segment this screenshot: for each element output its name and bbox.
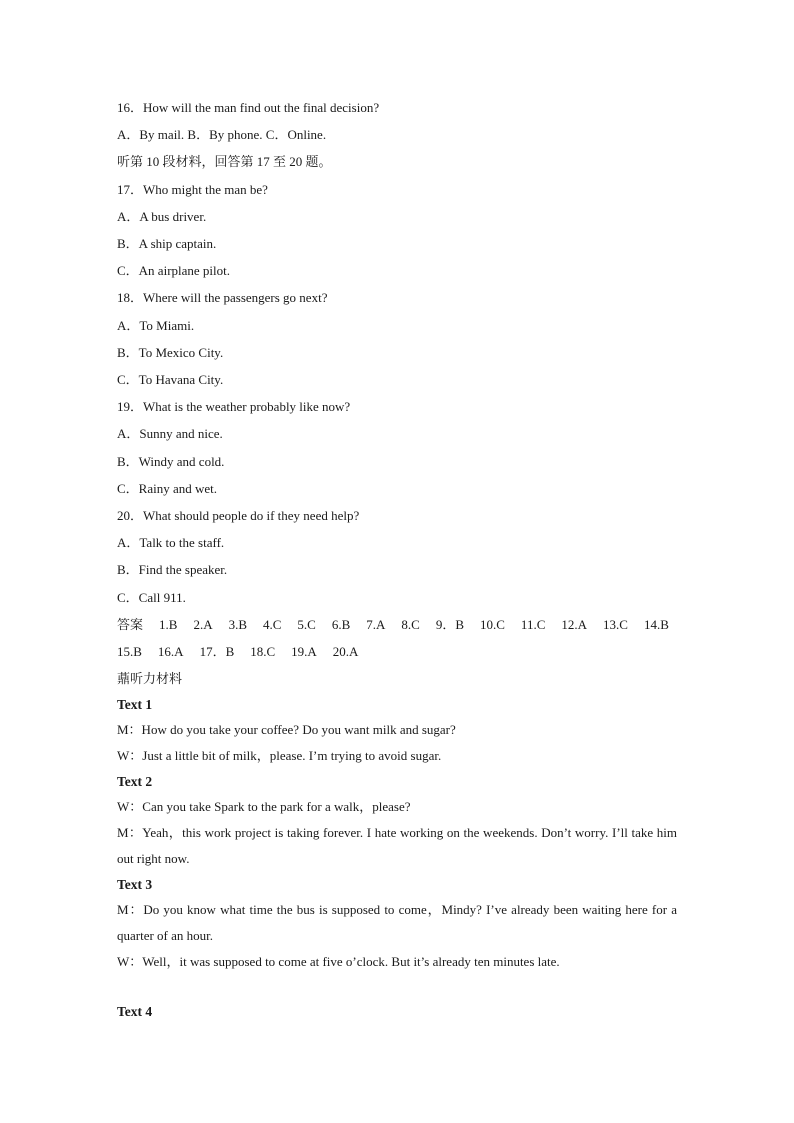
answer-item: 15.B [117,644,142,660]
text-2-heading: Text 2 [117,774,153,790]
answer-item: 10.C [480,616,505,632]
question-16-options: A．By mail. B．By phone. C．Online. [117,127,327,143]
question-19-option-b: B．Windy and cold. [117,453,225,469]
question-19-option-a: A．Sunny and nice. [117,426,223,442]
question-18-option-a: A．To Miami. [117,317,195,333]
question-20-option-b: B．Find the speaker. [117,562,228,578]
answer-item: 13.C [603,616,628,632]
text-2-line-1: W：Can you take Spark to the park for a walk，please? [117,799,411,815]
answer-item: 8.C [401,616,420,632]
answer-item: 4.C [263,616,282,632]
question-17-option-b: B．A ship captain. [117,236,217,252]
question-18-option-c: C．To Havana City. [117,372,224,388]
question-20: 20．What should people do if they need help? [117,508,360,524]
spacer [117,975,677,999]
answer-item: 6.B [331,616,351,632]
text-1-line-2: W：Just a little bit of milk，please. I’m trying to avoid sugar. [117,748,442,764]
text-2-line-2: M：Yeah，this work project is taking forever. I hate working on the weekends. Don’t worry. I’ll take him out right now. [117,825,677,867]
text-1-line-1: M：How do you take your coffee? Do you want milk and sugar? [117,722,456,738]
text-3-heading: Text 3 [117,877,153,893]
question-17-option-c: C．An airplane pilot. [117,263,231,279]
question-17: 17．Who might the man be? [117,181,268,197]
question-20-option-a: A．Talk to the staff. [117,535,225,551]
answer-key-label: 答案 [117,616,144,632]
answer-item: 20.A [332,644,359,660]
answer-item: 12.A [561,616,588,632]
question-20-option-c: C．Call 911. [117,589,186,605]
question-17-option-a: A．A bus driver. [117,208,207,224]
text-1-heading: Text 1 [117,697,153,713]
answer-item: 7.A [366,616,386,632]
transcript-label: 薡听力材料 [117,671,183,687]
text-3-line-2: W：Well，it was supposed to come at five o’clock. But it’s already ten minutes late. [117,954,560,970]
answer-item: 18.C [250,644,276,660]
answer-item: 16.A [157,644,184,660]
answer-item: 3.B [228,616,247,632]
text-4-heading: Text 4 [117,1004,153,1020]
answer-item: 9．B [435,616,464,632]
document-page [117,94,677,1024]
answer-item: 2.A [193,616,213,632]
answer-item: 19.A [291,644,317,660]
section-instruction: 听第 10 段材料，回答第 17 至 20 题。 [117,154,332,170]
answer-item: 14.B [643,616,669,632]
answer-item: 1.B [159,616,178,632]
answer-key [117,611,677,665]
question-18-option-b: B．To Mexico City. [117,344,224,360]
answer-item: 17．B [199,644,235,660]
question-19-option-c: C．Rainy and wet. [117,480,218,496]
question-16: 16．How will the man find out the final decision? [117,100,380,115]
question-18: 18．Where will the passengers go next? [117,290,328,306]
question-19: 19．What is the weather probably like now? [117,399,351,415]
text-3-line-1: M：Do you know what time the bus is supposed to come，Mindy? I’ve already been waiting here for a quarter of an hour. [117,902,677,944]
answer-item: 5.C [297,616,316,632]
answer-item: 11.C [520,616,546,632]
